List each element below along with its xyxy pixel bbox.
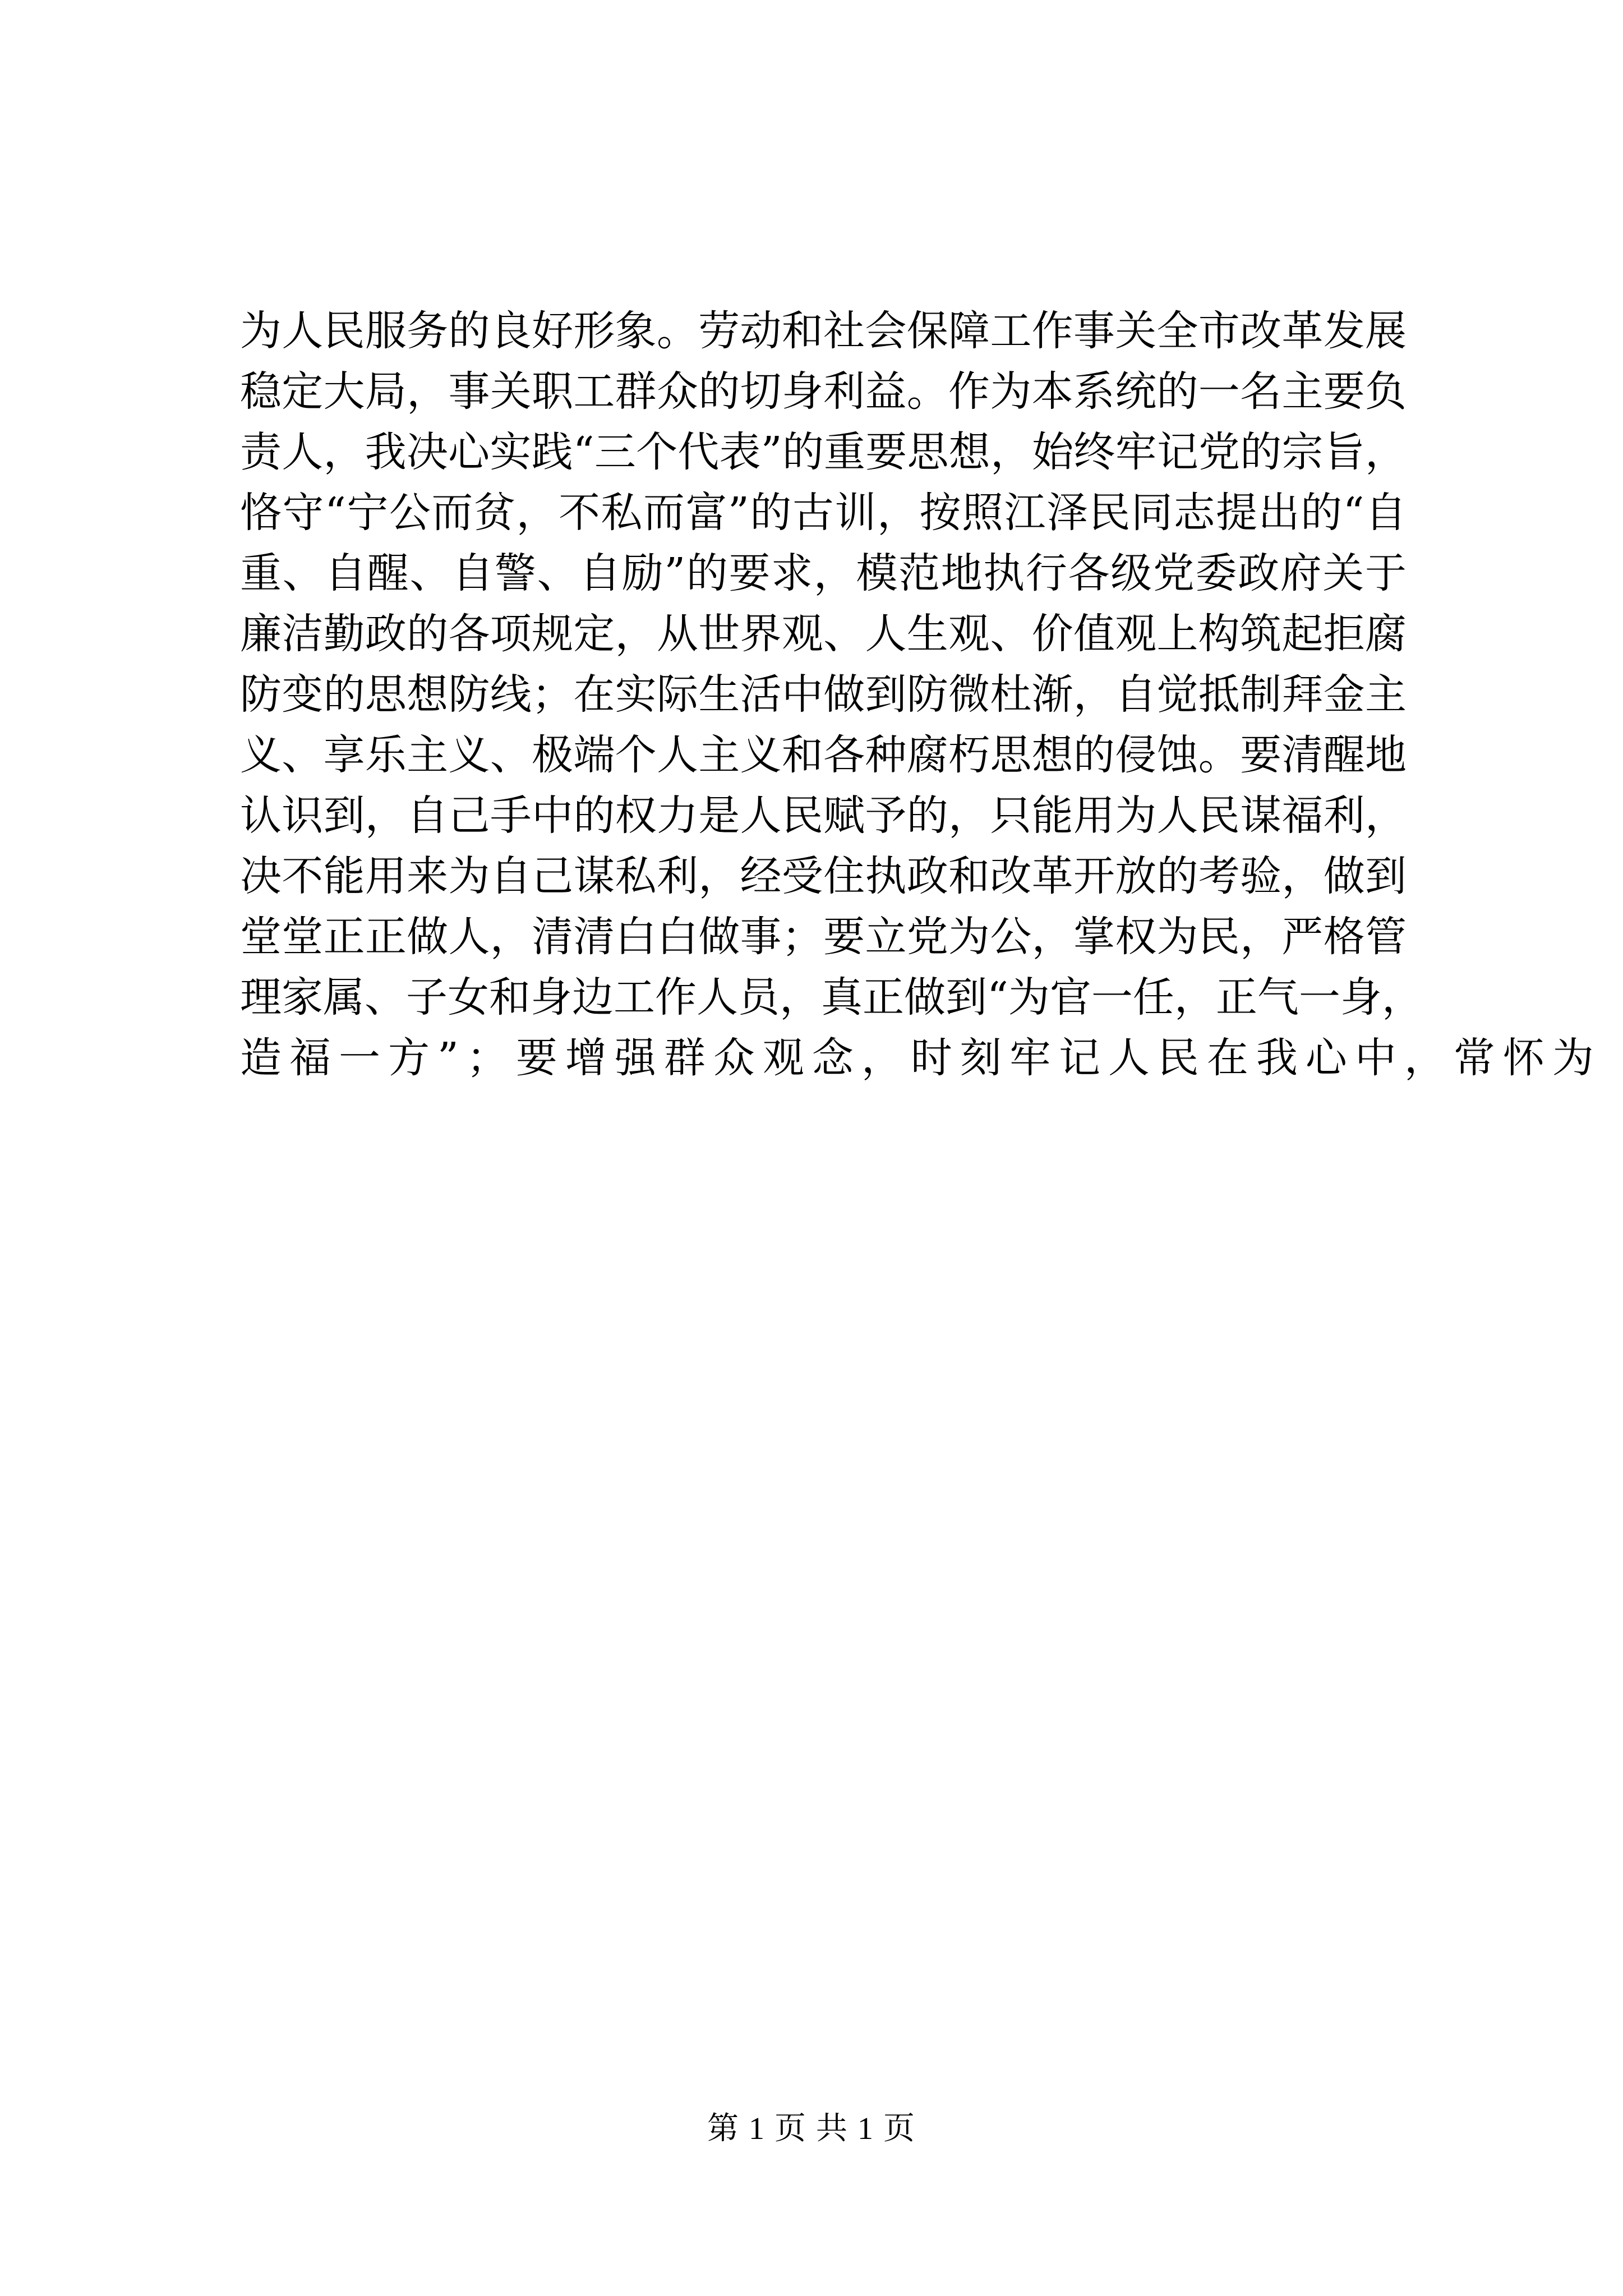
page-footer: 第 1 页 共 1 页	[707, 2111, 916, 2146]
body-paragraph	[240, 301, 1602, 1088]
text-line: 造福一方”；要增强群众观念，时刻牢记人民在我心中，常怀为	[240, 1034, 1602, 1082]
text-line: 理家属、子女和身边工作人员，真正做到“为官一任，正气一身，	[240, 973, 1423, 1022]
text-line: 为人民服务的良好形象。劳动和社会保障工作事关全市改革发展	[240, 307, 1407, 355]
text-line: 恪守“宁公而贫，不私而富”的古训，按照江泽民同志提出的“自	[240, 489, 1407, 537]
text-line: 认识到，自己手中的权力是人民赋予的，只能用为人民谋福利，	[240, 792, 1407, 840]
text-line: 决不能用来为自己谋私利，经受住执政和改革开放的考验，做到	[240, 852, 1407, 900]
text-line: 义、享乐主义、极端个人主义和各种腐朽思想的侵蚀。要清醒地	[240, 731, 1407, 779]
text-line: 重、自醒、自警、自励”的要求，模范地执行各级党委政府关于	[240, 549, 1407, 597]
text-line: 堂堂正正做人，清清白白做事；要立党为公，掌权为民，严格管	[240, 913, 1407, 961]
text-line: 廉洁勤政的各项规定，从世界观、人生观、价值观上构筑起拒腐	[240, 610, 1407, 658]
text-line: 稳定大局，事关职工群众的切身利益。作为本系统的一名主要负	[240, 367, 1407, 416]
text-line: 防变的思想防线；在实际生活中做到防微杜渐，自觉抵制拜金主	[240, 670, 1407, 719]
text-line: 责人，我决心实践“三个代表”的重要思想，始终牢记党的宗旨，	[240, 428, 1407, 476]
